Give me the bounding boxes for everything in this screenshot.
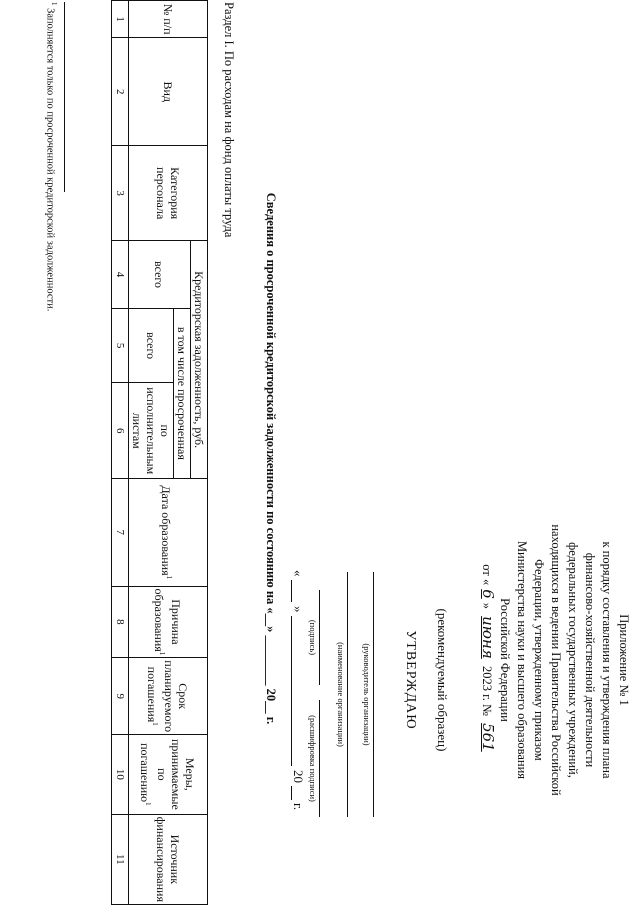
appendix-line: федеральных государственных учреждений, xyxy=(566,542,580,778)
approve-title: УТВЕРЖДАЮ xyxy=(403,630,418,730)
footnote-text: Заполняется только по просроченной кредиторской задолженности. xyxy=(44,8,56,312)
head-caption: (руководитель организации) xyxy=(362,643,372,746)
footnote-divider xyxy=(64,2,65,192)
header-date: Дата образования$^1$ xyxy=(129,478,208,586)
order-month: июня xyxy=(479,616,497,659)
date-close-quote: » xyxy=(291,606,306,613)
header-reason: Причина образования$^1$ xyxy=(129,586,208,658)
header-debt-total: всего xyxy=(129,241,191,309)
column-number: 3 xyxy=(112,146,129,241)
order-day: 6 xyxy=(479,589,497,599)
appendix-line: Российской Федерации xyxy=(498,598,512,722)
order-mid: » xyxy=(480,602,494,609)
column-number: 4 xyxy=(112,241,129,309)
appendix-title: Приложение № 1 xyxy=(617,614,631,706)
footnote xyxy=(45,2,59,311)
date-year-line xyxy=(291,786,292,800)
column-number: 8 xyxy=(112,586,129,658)
header-debt: Кредиторская задолженность, руб. xyxy=(191,241,208,479)
column-number: 2 xyxy=(112,38,129,146)
section-title: Раздел I. По расходам на фонд оплаты труда xyxy=(222,2,236,238)
date-open-quote: « xyxy=(291,570,306,577)
appendix-line: к порядку составления и утверждения плана xyxy=(600,541,614,779)
name-caption: (расшифровка подписи) xyxy=(308,715,318,802)
sample-label: (рекомендуемый образец) xyxy=(435,608,450,752)
date-suffix: г. xyxy=(291,803,306,811)
overdue-debt-table xyxy=(111,0,208,905)
column-number: 1 xyxy=(112,1,129,38)
header-source: Источник финансирования xyxy=(129,814,208,904)
appendix-line: находящихся в ведении Правительства Российской xyxy=(549,524,563,796)
org-line xyxy=(347,572,348,817)
column-number-row xyxy=(112,1,129,905)
column-number: 7 xyxy=(112,478,129,586)
header-measures: Меры, принимаемые по погашению$^1$ xyxy=(129,735,208,815)
signature-line xyxy=(319,590,320,685)
header-overdue: в том числе просроченная xyxy=(174,308,191,478)
appendix-line: Министерства науки и высшего образования xyxy=(515,540,529,780)
column-number: 5 xyxy=(112,308,129,383)
footnote-mark: 1 xyxy=(50,2,58,6)
column-number: 9 xyxy=(112,658,129,735)
order-number: 561 xyxy=(479,723,497,752)
appendix-line: финансово-хозяйственной деятельности xyxy=(583,552,597,768)
header-kind: Вид xyxy=(129,38,208,146)
header-category: Категория персонала xyxy=(129,146,208,241)
date-day-line xyxy=(291,580,292,602)
column-number: 6 xyxy=(112,383,129,479)
report-heading: Сведения о просроченной кредиторской задолженности по состоянию на «__» ________ 20__ г. xyxy=(264,192,278,725)
name-line xyxy=(319,700,320,817)
header-overdue-total: всего xyxy=(129,308,174,383)
order-prefix: от « xyxy=(480,564,494,586)
head-line xyxy=(373,572,374,817)
date-year: 20 xyxy=(291,770,306,783)
header-term: Срок планируемого погашения$^1$ xyxy=(129,658,208,735)
header-num: № п/п xyxy=(129,1,208,38)
date-month-line xyxy=(291,616,292,766)
column-number: 11 xyxy=(112,814,129,904)
org-caption: (наименование организации) xyxy=(336,642,346,747)
column-number: 10 xyxy=(112,735,129,815)
table-header-row xyxy=(191,1,208,905)
signature-caption: (подпись) xyxy=(308,619,318,656)
header-by-writs: по исполнительным листам xyxy=(129,383,174,479)
appendix-header xyxy=(478,410,632,910)
order-year-text: 2023 г. № xyxy=(480,665,494,716)
order-line xyxy=(478,410,496,910)
appendix-line: Федерации, утвержденному приказом xyxy=(532,559,546,761)
